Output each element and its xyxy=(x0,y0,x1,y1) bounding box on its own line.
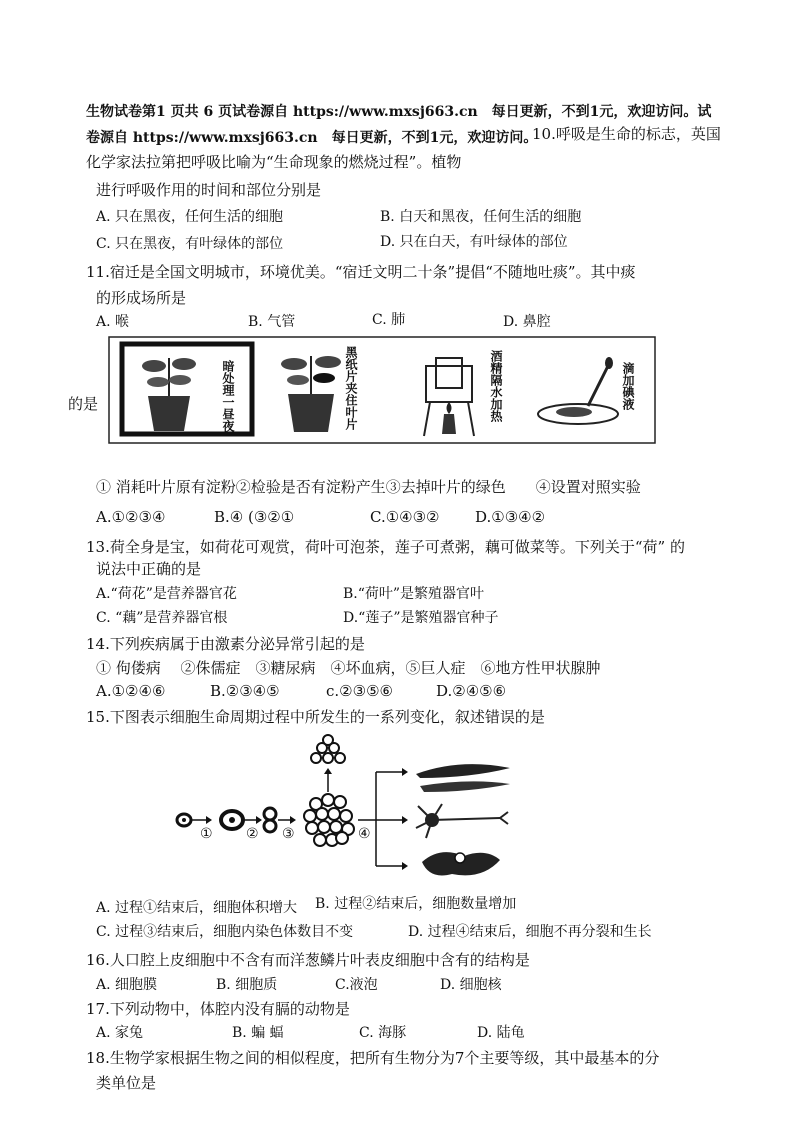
q16-option-a: A. 细胞膜 xyxy=(96,977,158,993)
q15-stem: 15.下图表示细胞生命周期过程中所发生的一系列变化，叙述错误的是 xyxy=(86,708,545,726)
q13-stem-1: 13.荷全身是宝，如荷花可观赏，荷叶可泡茶，莲子可煮粥，藕可做菜等。下列关于“荷” 的 xyxy=(86,538,685,556)
q10-option-d: D. 只在白天，有叶绿体的部位 xyxy=(380,234,568,250)
q12-option-d: D.①③④② xyxy=(475,508,546,526)
q16-option-d: D. 细胞核 xyxy=(440,977,502,993)
q12-option-b: B.④ (③②① xyxy=(214,508,295,526)
q17-option-a: A. 家兔 xyxy=(96,1025,144,1041)
panel-label-4: 滴加碘液 xyxy=(621,362,635,410)
q13-option-c: C. “藕”是营养器官根 xyxy=(96,610,228,626)
q10-stem: 进行呼吸作用的时间和部位分别是 xyxy=(96,181,322,199)
q15-option-a: A. 过程①结束后，细胞体积增大 xyxy=(96,900,298,916)
panel-label-2: 黑纸片夹住叶片 xyxy=(344,346,358,430)
q11-stem-2: 的形成场所是 xyxy=(96,289,187,307)
q10-option-a: A. 只在黑夜，任何生活的细胞 xyxy=(96,209,284,225)
step-label-3: ③ xyxy=(282,826,295,842)
q16-option-b: B. 细胞质 xyxy=(216,977,278,993)
q10-option-c: C. 只在黑夜，有叶绿体的部位 xyxy=(96,236,284,252)
header-line-2a: 卷源自 https://www.mxsj663.cn 每日更新，不到1元，欢迎访问。 xyxy=(86,130,538,146)
q14-option-c: c.②③⑤⑥ xyxy=(326,682,393,700)
starch-experiment-figure xyxy=(108,336,656,444)
step-label-1: ① xyxy=(200,826,213,842)
q18-stem-1: 18.生物学家根据生物之间的相似程度，把所有生物分为7个主要等级，其中最基本的分 xyxy=(86,1049,660,1067)
q11-option-a: A. 喉 xyxy=(96,314,130,330)
step-label-2: ② xyxy=(246,826,259,842)
panel-label-1: 暗处理一昼夜 xyxy=(221,360,235,432)
q17-option-b: B. 蝙 蝠 xyxy=(232,1025,284,1041)
q11-option-c: C. 肺 xyxy=(372,312,406,328)
header-line-3: 化学家法拉第把呼吸比喻为“生命现象的燃烧过程”。植物 xyxy=(86,153,462,171)
q18-stem-2: 类单位是 xyxy=(96,1074,157,1092)
q12-prefix: 的是 xyxy=(68,395,99,413)
q16-stem: 16.人口腔上皮细胞中不含有而洋葱鳞片叶表皮细胞中含有的结构是 xyxy=(86,951,530,969)
header-line-1: 生物试卷第1 页共 6 页试卷源自 https://www.mxsj663.cn 每日更新，不到1元，欢迎访问。试 xyxy=(86,104,712,120)
q11-stem-1: 11.宿迁是全国文明城市，环境优美。“宿迁文明二十条”提倡“不随地吐痰”。其中痰 xyxy=(86,263,636,281)
q14-option-b: B.②③④⑤ xyxy=(210,682,280,700)
q12-option-c: C.①④③② xyxy=(370,508,440,526)
q17-option-d: D. 陆龟 xyxy=(477,1025,525,1041)
q11-option-d: D. 鼻腔 xyxy=(503,314,551,330)
q14-items: ① 佝偻病 ②侏儒症 ③糖尿病 ④坏血病，⑤巨人症 ⑥地方性甲状腺肿 xyxy=(96,659,601,677)
q13-option-b: B.“荷叶”是繁殖器官叶 xyxy=(343,586,485,602)
q16-option-c: C.液泡 xyxy=(335,977,378,993)
q14-option-a: A.①②④⑥ xyxy=(96,682,166,700)
q15-option-d: D. 过程④结束后，细胞不再分裂和生长 xyxy=(408,924,652,940)
q17-stem: 17.下列动物中，体腔内没有膈的动物是 xyxy=(86,1000,350,1018)
panel-label-3: 酒精隔水加热 xyxy=(489,350,503,422)
q12-steps: ① 消耗叶片原有淀粉②检验是否有淀粉产生③去掉叶片的绿色 ④设置对照实验 xyxy=(96,478,641,496)
q17-option-c: C. 海豚 xyxy=(359,1025,407,1041)
q14-option-d: D.②④⑤⑥ xyxy=(436,682,507,700)
cell-cycle-figure xyxy=(170,734,520,890)
q13-option-a: A.“荷花”是营养器官花 xyxy=(96,586,237,602)
q15-option-c: C. 过程③结束后，细胞内染色体数目不变 xyxy=(96,924,354,940)
q12-option-a: A.①②③④ xyxy=(96,508,166,526)
q10-option-b: B. 白天和黑夜，任何生活的细胞 xyxy=(380,209,582,225)
q11-option-b: B. 气管 xyxy=(248,314,296,330)
q13-stem-2: 说法中正确的是 xyxy=(96,560,202,578)
step-label-4: ④ xyxy=(358,826,371,842)
q15-option-b: B. 过程②结束后，细胞数量增加 xyxy=(315,896,517,912)
q10-number: 10.呼吸是生命的标志，英国 xyxy=(532,125,721,143)
q14-stem: 14.下列疾病属于由激素分泌异常引起的是 xyxy=(86,635,365,653)
q13-option-d: D.“莲子”是繁殖器官种子 xyxy=(343,610,499,626)
